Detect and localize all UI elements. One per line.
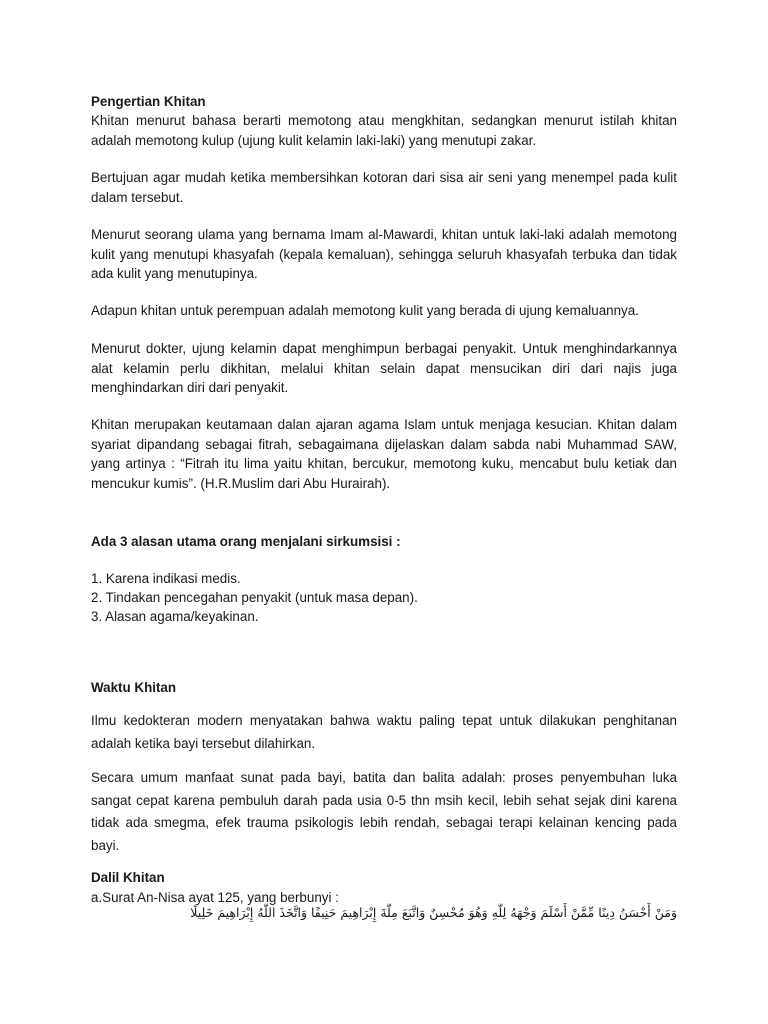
- heading-waktu-khitan: Waktu Khitan: [91, 680, 177, 695]
- arabic-verse: وَمَنْ أَحْسَنُ دِينًا مِّمَّنْ أَسْلَمَ وَجْهَهُ لِلَّهِ وَهُوَ مُحْسِنٌ وَاتَّبَعَ مِلَّةَ إِبْرَاهِيمَ حَنِيفًا وَاتَّخَذَ اللَّهُ إِبْرَاهِيمَ خَلِيلًا: [190, 905, 677, 920]
- paragraph-keutamaan: Khitan merupakan keutamaan dalan ajaran agama Islam untuk menjaga kesucian. Khitan dalam syariat dipandang sebagai fitrah, sebagaimana dijelaskan dalam sabda nabi Muhammad SAW, yang artinya : “Fitrah itu lima yaitu khitan, bercukur, memotong kuku, mencabut bulu ketiak dan mencukur kumis”. (H.R.Muslim dari Abu Hurairah).: [91, 417, 677, 491]
- paragraph-menurut-dokter: Menurut dokter, ujung kelamin dapat menghimpun berbagai penyakit. Untuk menghindarkannya alat kelamin perlu dikhitan, melalui khitan selain dapat mensucikan diri dari najis juga menghindarkan diri dari penyakit.: [91, 341, 677, 395]
- heading-pengertian-khitan: Pengertian Khitan: [91, 94, 206, 109]
- heading-dalil-khitan: Dalil Khitan: [91, 870, 165, 885]
- paragraph-ilmu-kedokteran: Ilmu kedokteran modern menyatakan bahwa waktu paling tepat untuk dilakukan penghitanan adalah ketika bayi tersebut dilahirkan.: [91, 713, 677, 751]
- list-item: 1. Karena indikasi medis.: [91, 571, 241, 586]
- paragraph-purpose: Bertujuan agar mudah ketika membersihkan kotoran dari sisa air seni yang menempel pada kulit dalam tersebut.: [91, 170, 677, 205]
- paragraph-khitan-perempuan: Adapun khitan untuk perempuan adalah memotong kulit yang berada di ujung kemaluannya.: [91, 303, 639, 318]
- surah-intro: a.Surat An-Nisa ayat 125, yang berbunyi :: [91, 890, 339, 905]
- paragraph-manfaat-sunat: Secara umum manfaat sunat pada bayi, batita dan balita adalah: proses penyembuhan luka sangat cepat karena pembuluh darah pada usia 0-5 thn msih kecil, lebih sehat sejak dini karena tidak ada smegma, efek trauma psikologis lebih rendah, sebagai terapi kelainan kencing pada bayi.: [91, 770, 677, 853]
- list-item: 2. Tindakan pencegahan penyakit (untuk masa depan).: [91, 590, 418, 605]
- paragraph-definition: Khitan menurut bahasa berarti memotong atau mengkhitan, sedangkan menurut istilah khitan adalah memotong kulup (ujung kulit kelamin laki-laki) yang menutupi zakar.: [91, 113, 677, 148]
- paragraph-imam-mawardi: Menurut seorang ulama yang bernama Imam al-Mawardi, khitan untuk laki-laki adalah memotong kulit yang menutupi khasyafah (kepala kemaluan), sehingga seluruh khasyafah terbuka dan tidak ada kulit yang menutupinya.: [91, 227, 677, 281]
- heading-alasan: Ada 3 alasan utama orang menjalani sirkumsisi :: [91, 534, 401, 549]
- list-item: 3. Alasan agama/keyakinan.: [91, 609, 259, 624]
